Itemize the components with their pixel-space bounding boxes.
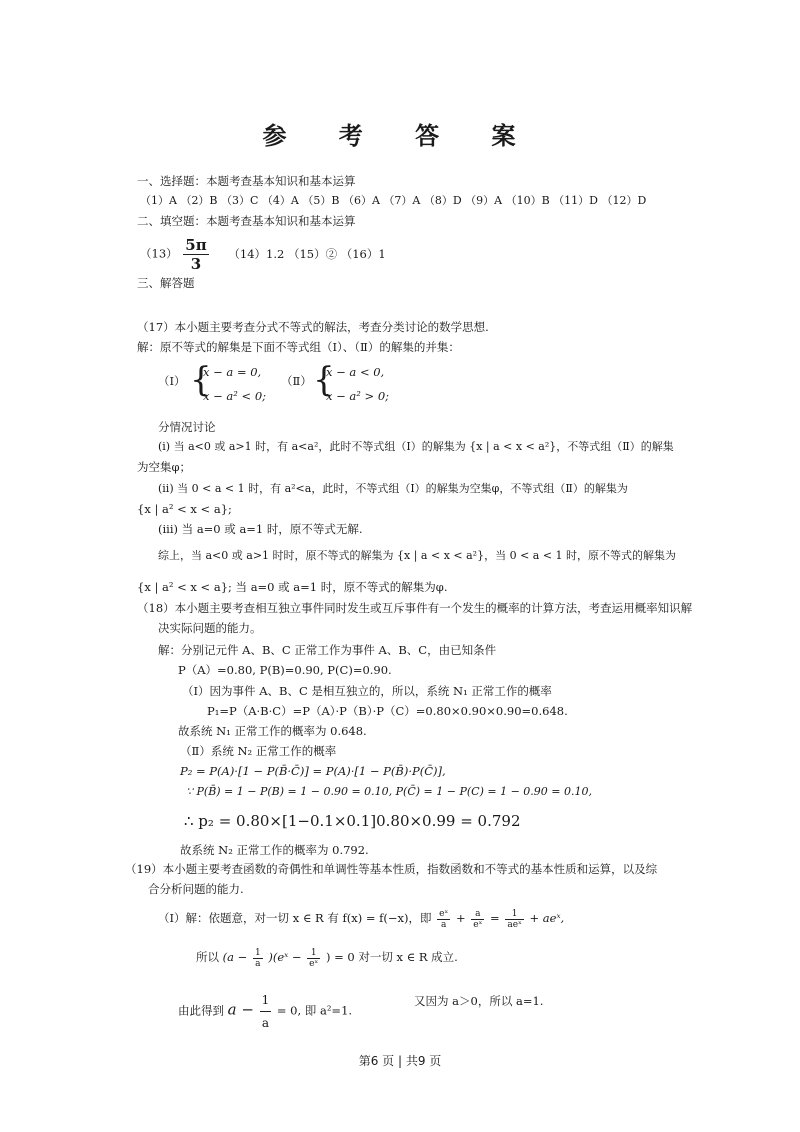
q18-p2-formula: P₂ = P(A)·[1 − P(B̄·C̄)] = P(A)·[1 − P(B̄)·P(C̄)],	[180, 764, 446, 778]
q19-frac-1: $\frac{\text{eˣ}}{a}$	[439, 908, 449, 930]
q17-system-1-line-a: x − a = 0,	[203, 365, 262, 379]
q17-system-1-brace: {	[190, 360, 212, 400]
q18-part-1: （Ⅰ）因为事件 A、B、C 是相互独立的，所以，系统 N₁ 正常工作的概率	[182, 684, 552, 698]
q17-case-iii: (iii) 当 a=0 或 a=1 时，原不等式无解.	[158, 522, 363, 536]
q13-label: （13）	[140, 246, 178, 261]
sec1-answers: （1）A （2）B （3）C （4）A （5）B （6）A （7）A （8）D （9）A （10）B （11）D （12）D	[140, 194, 647, 207]
q17-solution: 解：原不等式的解集是下面不等式组（Ⅰ）、（Ⅱ）的解集的并集：	[137, 340, 460, 354]
sec3-heading: 三、解答题	[137, 276, 195, 290]
page-title: 参 考 答 案	[262, 122, 538, 150]
q19-so-frac-1: $\frac{1}{a}$	[254, 947, 261, 969]
q17-case-heading: 分情况讨论	[158, 420, 216, 434]
page-footer: 第6 页 | 共9 页	[358, 1054, 442, 1068]
q18-part-2: （Ⅱ）系统 N₂ 正常工作的概率	[180, 744, 337, 758]
q19-intro: （19）本小题主要考查函数的奇偶性和单调性等基本性质，指数函数和不等式的基本性质和运算，以及综	[125, 862, 658, 876]
q17-system-1-line-b: x − a² < 0;	[203, 389, 267, 403]
q17-case-ii: (ii) 当 0 < a < 1 时，有 a²<a，此时，不等式组（Ⅰ）的解集为空集φ，不等式组（Ⅱ）的解集为	[158, 482, 628, 495]
q17-system-2-label: （Ⅱ）	[281, 374, 312, 388]
sec2-heading: 二、填空题：本题考查基本知识和基本运算	[137, 214, 356, 228]
sec2-rest: （14）1.2 （15）② （16）1	[228, 246, 386, 261]
q17-intro: （17）本小题主要考查分式不等式的解法，考查分类讨论的数学思想.	[137, 320, 489, 334]
q18-p2-because: ∵ P(B̄) = 1 − P(B) = 1 − 0.90 = 0.10, P(C̄) = 1 − P(C) = 1 − 0.90 = 0.10,	[186, 785, 592, 798]
q19-part-1: （Ⅰ）解：依题意，对一切 x ∈ R 有 f(x) = f(−x)，即 $\frac{\text{eˣ}}{a}$ + $\frac{a}{\text{eˣ}}$ = $\frac{1}{\text{aeˣ}}$ + aeˣ,	[158, 908, 565, 930]
q17-summary-cont: {x | a² < x < a}; 当 a=0 或 a=1 时，原不等式的解集为φ.	[137, 580, 448, 594]
q18-probabilities: P（A）=0.80, P(B)=0.90, P(C)=0.90.	[178, 663, 392, 677]
sec2-answers	[140, 236, 386, 273]
q17-summary: 综上，当 a<0 或 a>1 时时，原不等式的解集为 {x | a < x < a²}，当 0 < a < 1 时，原不等式的解集为	[158, 549, 677, 562]
q17-case-ii-cont: {x | a² < x < a};	[137, 502, 232, 516]
q17-system-2-brace: {	[313, 360, 335, 400]
q13-fraction	[183, 236, 208, 273]
q18-solution: 解：分别记元件 A、B、C 正常工作为事件 A、B、C，由已知条件	[158, 643, 497, 657]
q18-intro-cont: 决实际问题的能力。	[158, 621, 262, 635]
sec1-heading: 一、选择题：本题考查基本知识和基本运算	[137, 174, 356, 188]
q18-intro: （18）本小题主要考查相互独立事件同时发生或互斥事件有一个发生的概率的计算方法，考查运用概率知识解	[137, 601, 693, 615]
q19-so-frac-2: $\frac{1}{\text{eˣ}}$	[309, 947, 319, 969]
q17-system-2-line-a: x − a < 0,	[326, 365, 385, 379]
q18-p2-result: 故系统 N₂ 正常工作的概率为 0.792.	[180, 843, 369, 857]
q17-system-2-line-b: x − a² > 0;	[326, 389, 390, 403]
q19-frac-2: $\frac{a}{\text{eˣ}}$	[473, 908, 483, 930]
q19-also: 又因为 a＞0，所以 a=1.	[414, 994, 544, 1008]
q17-case-i-cont: 为空集φ；	[137, 460, 192, 474]
q17-system-1-label: （Ⅰ）	[158, 374, 186, 388]
q18-p2-therefore: ∴ p₂ = 0.80×[1−0.1×0.1]0.80×0.99 = 0.792	[184, 812, 521, 830]
q19-hence-line: 由此得到 a − $\frac{1}{a}$ = 0, 即 a²=1.	[178, 989, 352, 1034]
q19-intro-cont: 合分析问题的能力.	[148, 882, 244, 896]
q18-p1-result: 故系统 N₁ 正常工作的概率为 0.648.	[178, 724, 367, 738]
q19-frac-3: $\frac{1}{\text{aeˣ}}$	[507, 908, 522, 930]
q13-denominator: 3	[190, 255, 202, 273]
q19-hence-frac: $\frac{1}{a}$	[260, 989, 272, 1034]
q13-numerator: 5π	[185, 236, 207, 254]
q17-case-i: (i) 当 a<0 或 a>1 时，有 a<a²，此时不等式组（Ⅰ）的解集为 {x | a < x < a²}，不等式组（Ⅱ）的解集	[158, 440, 674, 453]
q18-p1-calc: P₁=P（A·B·C）=P（A）·P（B）·P（C）=0.80×0.90×0.90=0.648.	[207, 704, 568, 718]
q19-so-line: 所以 (a − $\frac{1}{a}$ )(eˣ − $\frac{1}{\text{eˣ}}$ ) = 0 对一切 x ∈ R 成立.	[196, 947, 458, 969]
